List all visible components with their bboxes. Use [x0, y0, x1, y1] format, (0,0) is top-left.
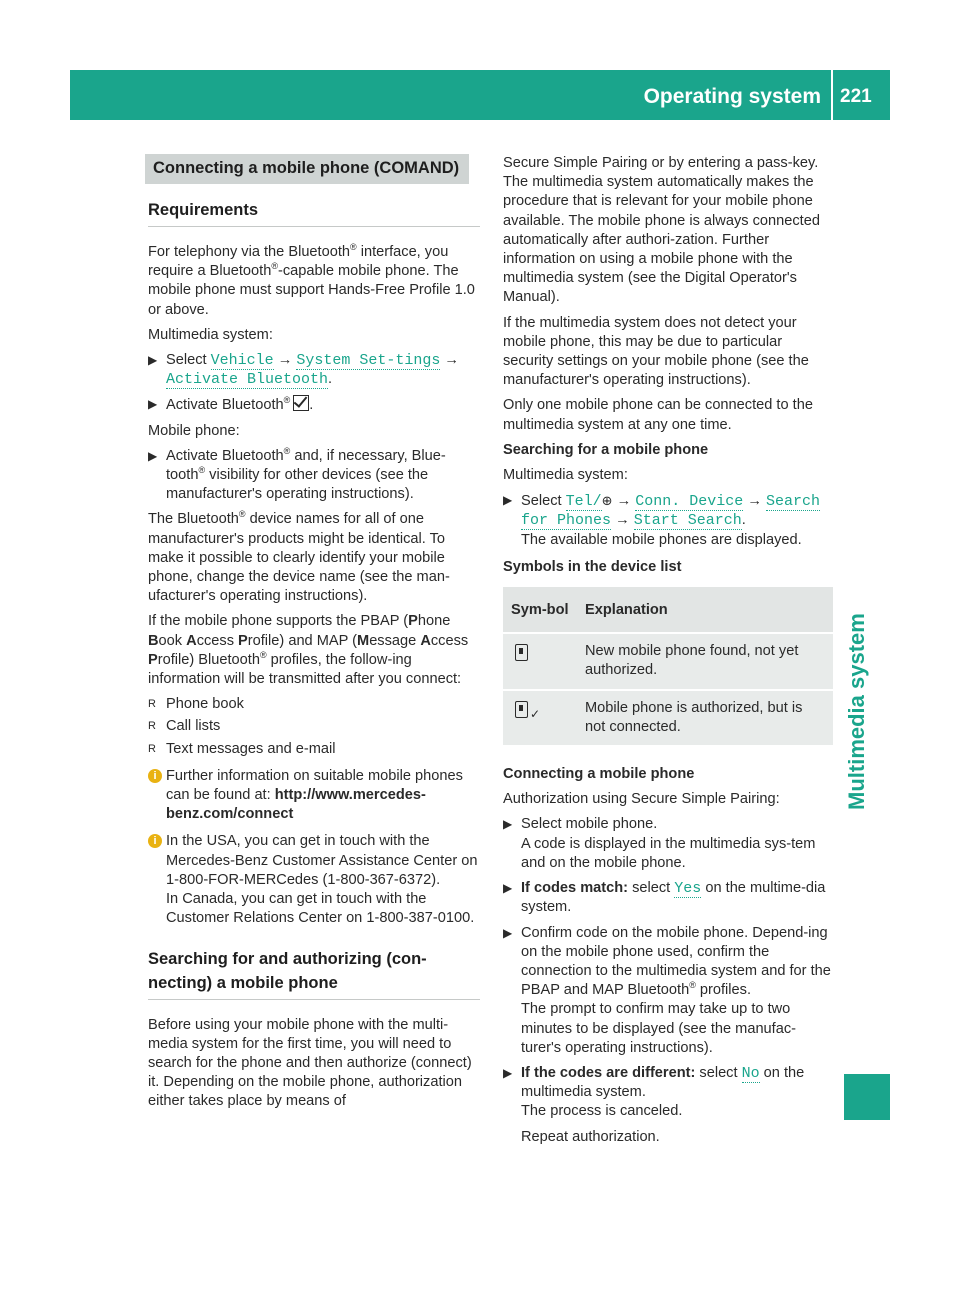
option-yes[interactable]: Yes [674, 880, 702, 898]
mobile-phone-label: Mobile phone: [148, 422, 240, 439]
page-section-title: Operating system [643, 85, 821, 108]
phone-new-icon [515, 644, 528, 661]
step-phone-bluetooth: ▶ Activate Bluetooth® and, if necessary, Blue‐tooth® visibility for other devices (see the manufacturer's operating instructions). [148, 445, 446, 503]
list-item: R Text messages and e-mail [148, 740, 480, 759]
globe-icon: ⊕ [601, 493, 613, 509]
bullet-icon: R [148, 720, 156, 733]
step-select-bluetooth: ▶ Select Vehicle → System Set‐tings → Activate Bluetooth. [148, 352, 460, 389]
connect-phone-heading: Connecting a mobile phone [503, 766, 695, 783]
option-no[interactable]: No [741, 1064, 760, 1082]
step-arrow-icon: ▶ [503, 1065, 513, 1080]
step-confirm-code: ▶ Confirm code on the mobile phone. Depend‐ing on the mobile phone used, confirm the connection to the multimedia system and for the PBAP and MAP Bluetooth® profiles. The prompt to confirm may take up to two minutes to be displayed (see the manufac‐turer's operating instructions). [503, 924, 831, 1056]
bullet-icon: R [148, 742, 156, 755]
left-column [148, 154, 480, 1118]
multimedia-label: Multimedia system: [148, 326, 273, 343]
info-icon: i [148, 769, 162, 783]
check-mark-icon: ✓ [530, 706, 541, 721]
list-item: R Phone book [148, 695, 480, 714]
heading-rule [148, 999, 480, 1000]
step-result: The available mobile phones are displayed. [521, 531, 802, 548]
auth-label: Authorization using Secure Simple Pairing: [503, 791, 780, 808]
list-item: R Call lists [148, 717, 480, 736]
requirements-heading: Requirements [148, 201, 259, 219]
step-arrow-icon: ▶ [148, 397, 158, 412]
step-arrow-icon: ▶ [148, 353, 158, 368]
multimedia-label: Multimedia system: [503, 467, 628, 484]
detection-paragraph: If the multimedia system does not detect your mobile phone, this may be due to particular security settings on your mobile phone (see the manufacturer's operating instructions). [503, 314, 809, 389]
checkbox-checked-icon [293, 395, 309, 411]
heading-rule [148, 226, 480, 227]
right-column [503, 154, 833, 1153]
step-activate-bluetooth: ▶ Activate Bluetooth® . [148, 395, 314, 414]
step-arrow-icon: ▶ [148, 448, 158, 463]
side-chapter-tab: Multimedia system [844, 613, 869, 810]
section-title-box: Connecting a mobile phone (COMAND) [145, 154, 469, 184]
bullet-icon: R [148, 698, 156, 711]
step-arrow-icon: ▶ [503, 493, 513, 508]
side-marker [844, 1074, 890, 1120]
step-codes-different: ▶ If the codes are different: select No on the multimedia system. The process is canceled. Repeat authorization. [503, 1064, 805, 1145]
menu-link-search-for-phones[interactable]: Search for Phones [521, 493, 820, 530]
column-header-explanation: Explanation [577, 587, 833, 633]
pairing-paragraph: Secure Simple Pairing or by entering a pass‐key. The multimedia system automatically makes the procedure that is relevant for your mobile phone available. The mobile phone is always connected automatically after authori‐zation. Further information on using a mobile phone with the multimedia system (see the Digital Operator's Manual). [503, 155, 820, 306]
requirements-paragraph: For telephony via the Bluetooth® interface, you require a Bluetooth®-capable mobile phone. The mobile phone must support Hands-Free Profile 1.0 or above. [148, 242, 475, 318]
menu-link-start-search[interactable]: Start Search [633, 512, 742, 530]
symbols-table [503, 587, 833, 745]
step-arrow-icon: ▶ [503, 925, 513, 940]
info-note-suitable-phones: i Further information on suitable mobile phones can be found at: http://www.mercedes-benz.com/connect [148, 767, 480, 825]
step-arrow-icon: ▶ [503, 881, 513, 896]
header-divider [831, 70, 833, 120]
pbap-paragraph: If the mobile phone supports the PBAP (Phone Book Access Profile) and MAP (Message Access Profile) Bluetooth® profiles, the follow‐ing information will be transmitted after you connect: [148, 613, 469, 688]
step-search-phones: ▶ Select Tel/⊕ → Conn. Device → Search for Phones → Start Search. The available mobile phones are displayed. [503, 491, 833, 550]
table-header-row [503, 587, 833, 633]
menu-link-vehicle[interactable]: Vehicle [210, 352, 274, 370]
page-number: 221 [840, 86, 872, 107]
device-names-paragraph: The Bluetooth® device names for all of one manufacturer's products might be identical. To make it possible to clearly identify your mobile phone, change the device name (see the man‐ufacturer's operating instructions). [148, 509, 450, 605]
search-authorize-paragraph: Before using your mobile phone with the multi‐media system for the first time, you will need to search for the phone and then authorize (connect) it. Depending on the mobile phone, authorization either takes place by means of [148, 1016, 472, 1110]
column-header-symbol: Sym‐bol [503, 587, 577, 633]
step-arrow-icon: ▶ [503, 817, 513, 832]
menu-link-system-settings[interactable]: System Set‐tings [296, 352, 441, 370]
menu-link-tel[interactable]: Tel/ [565, 493, 602, 511]
table-row: New mobile phone found, not yet authorized. [503, 633, 833, 689]
one-phone-paragraph: Only one mobile phone can be connected to the multimedia system at any one time. [503, 397, 813, 433]
menu-link-conn-device[interactable]: Conn. Device [635, 493, 744, 511]
menu-link-activate-bluetooth[interactable]: Activate Bluetooth [166, 371, 329, 389]
symbols-heading: Symbols in the device list [503, 558, 682, 575]
phone-authorized-icon [515, 701, 528, 718]
info-icon: i [148, 834, 162, 848]
step-codes-match: ▶ If codes match: select Yes on the multime‐dia system. [503, 880, 826, 916]
table-row: ✓ Mobile phone is authorized, but is not connected. [503, 690, 833, 745]
connect-url-link[interactable]: http://www.mercedes-benz.com/connect [166, 787, 426, 823]
search-phone-heading: Searching for a mobile phone [503, 441, 709, 458]
info-note-customer-center: i In the USA, you can get in touch with the Mercedes-Benz Customer Assistance Center on 1-800-FOR-MERCedes (1-800-367-6372). In Canada, you can get in touch with the Customer Relations Center on 1-800-387-0100. [148, 832, 480, 928]
step-select-phone: ▶ Select mobile phone. A code is displayed in the multimedia sys‐tem and on the mobile phone. [503, 816, 816, 871]
search-authorize-heading: Searching for and authorizing (con‐necting) a mobile phone [148, 949, 427, 992]
